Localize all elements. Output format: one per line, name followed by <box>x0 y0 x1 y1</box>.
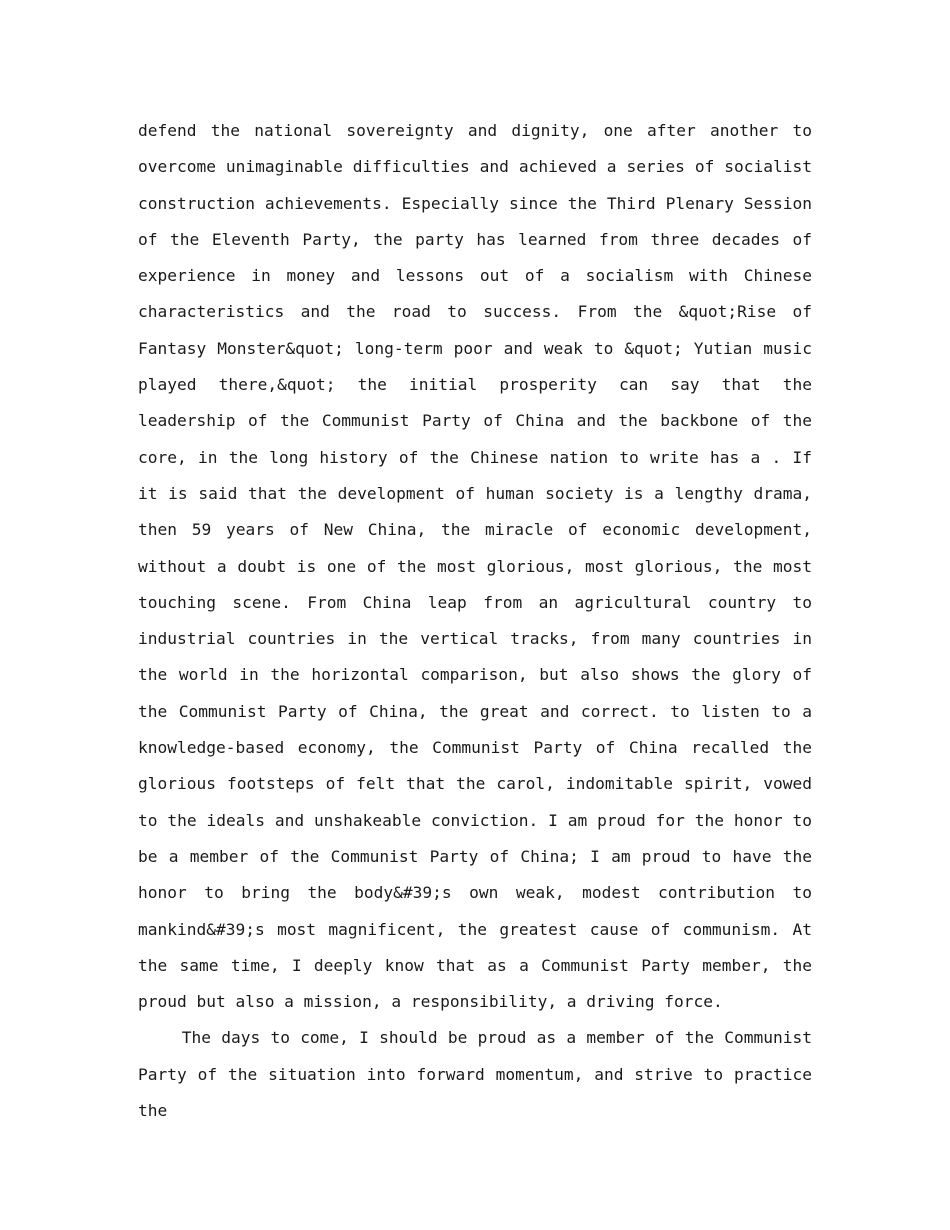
paragraph: The days to come, I should be proud as a member of the Communist Party of the situation into forward momentum, and strive to practice the <box>138 1028 812 1121</box>
body-text <box>138 113 812 1129</box>
paragraph: defend the national sovereignty and dignity, one after another to overcome unimaginable difficulties and achieved a series of socialist construction achievements. Especially since the Third Plenary Session of the Eleventh Party, the party has learned from three decades of experience in money and lessons out of a socialism with Chinese characteristics and the road to success. From the &quot;Rise of Fantasy Monster&quot; long-term poor and weak to &quot; Yutian music played there,&quot; the initial prosperity can say that the leadership of the Communist Party of China and the backbone of the core, in the long history of the Chinese nation to write has a . If it is said that the development of human society is a lengthy drama, then 59 years of New China, the miracle of economic development, without a doubt is one of the most glorious, most glorious, the most touching scene. From China leap from an agricultural country to industrial countries in the vertical tracks, from many countries in the world in the horizontal comparison, but also shows the glory of the Communist Party of China, the great and correct. to listen to a knowledge-based economy, the Communist Party of China recalled the glorious footsteps of felt that the carol, indomitable spirit, vowed to the ideals and unshakeable conviction. I am proud for the honor to be a member of the Communist Party of China; I am proud to have the honor to bring the body&#39;s own weak, modest contribution to mankind&#39;s most magnificent, the greatest cause of communism. At the same time, I deeply know that as a Communist Party member, the proud but also a mission, a responsibility, a driving force. <box>138 121 812 1012</box>
